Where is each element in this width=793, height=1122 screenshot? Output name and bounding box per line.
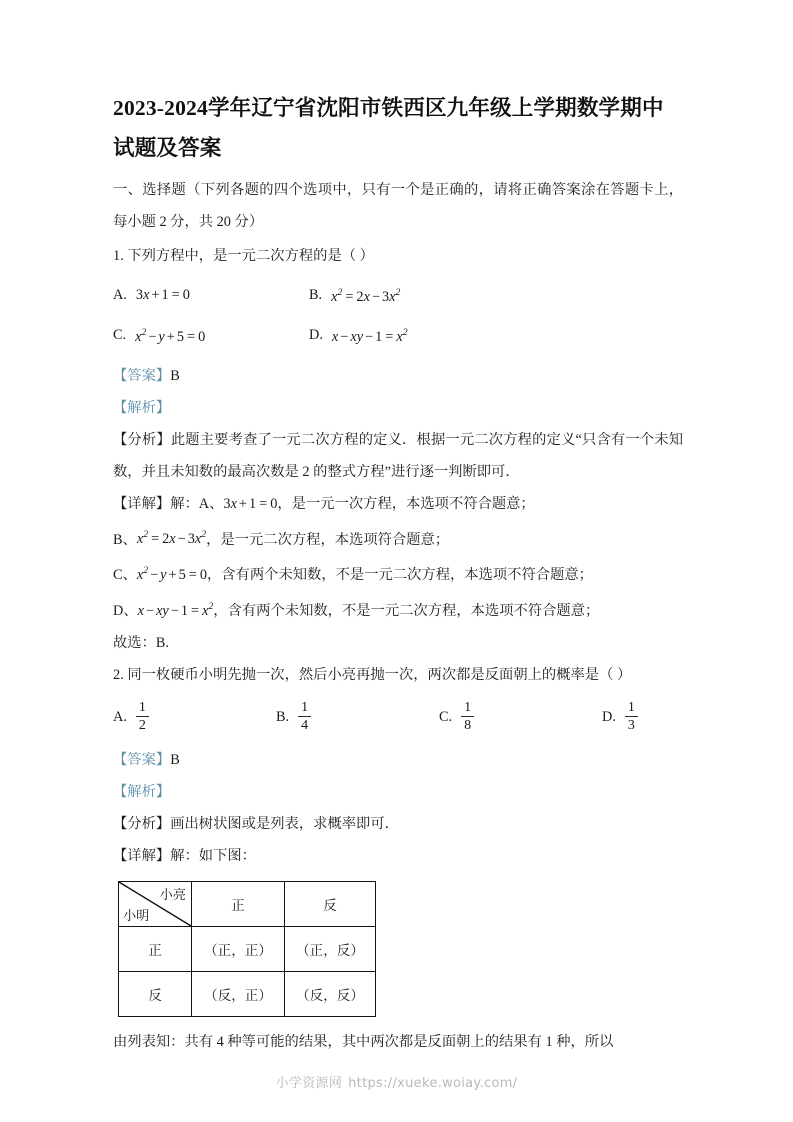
fraction-numerator: 1 (136, 700, 149, 717)
detail-text-b: ，是一元二次方程，本选项符合题意； (206, 531, 450, 548)
question-2-analysis (113, 808, 683, 840)
question-1-detail-line-d (113, 591, 683, 627)
table-cell-r1c2: （正，反） (285, 927, 376, 972)
option-d-tag: D. (309, 326, 323, 343)
question-2-text: 同一枚硬币小明先抛一次，然后小亮再抛一次，两次都是反面朝上的概率是（ ） (127, 666, 632, 683)
fraction-denominator: 3 (627, 717, 635, 733)
analysis-header-label: 【解析】 (113, 399, 171, 416)
option-d[interactable] (602, 701, 638, 734)
detail-text-d: ，含有两个未知数，不是一元二次方程，本选项不符合题意； (213, 602, 600, 619)
table-corner-cell (119, 882, 192, 927)
question-1-analysis (113, 424, 683, 488)
option-a[interactable] (113, 701, 276, 734)
detail-expression-b: $x^2 = 2x - 3x^2$ (136, 529, 207, 548)
answer-label: 【答案】 (113, 367, 171, 384)
option-b-tag: B. (276, 709, 290, 726)
analysis-label: 【分析】 (113, 816, 171, 833)
table-row-header-1: 正 (119, 927, 192, 972)
question-1-analysis-text: 此题主要考查了一元二次方程的定义．根据一元二次方程的定义“只含有一个未知数，并且未知数的最高次数是 2 的整式方程”进行逐一判断即可． (113, 431, 683, 480)
option-d-tag: D. (602, 709, 616, 726)
fraction-denominator: 8 (464, 717, 472, 733)
option-a-fraction (136, 700, 149, 733)
table-cell-r1c1: （正，正） (192, 927, 285, 972)
fraction-numerator: 1 (625, 700, 638, 717)
detail-lead: 解：A、 (170, 495, 224, 512)
question-1-answer-value: B (170, 367, 180, 384)
option-b[interactable] (309, 278, 569, 312)
option-b[interactable] (276, 701, 439, 734)
table-cell-r2c1: （反，正） (192, 972, 285, 1017)
table-row-header-2: 反 (119, 972, 192, 1017)
table-row (119, 972, 376, 1017)
detail-text-a: ，是一元一次方程，本选项不符合题意； (277, 495, 535, 512)
question-2-detail-lead (113, 840, 683, 872)
option-c-expression: $x^2 - y + 5 = 0$ (135, 326, 206, 345)
question-1-analysis-header (113, 392, 683, 424)
question-1-detail-line-a (113, 488, 683, 520)
option-a-expression: 3x + 1 = 0 (135, 286, 190, 303)
question-2-answer-value: B (170, 752, 180, 769)
option-d-expression: x − xy − $1 = x^2$ (331, 326, 408, 345)
fraction-numerator: 1 (298, 700, 311, 717)
fraction-denominator: 4 (301, 717, 309, 733)
fraction-numerator: 1 (461, 700, 474, 717)
option-d-fraction (625, 700, 638, 733)
question-2-analysis-header (113, 776, 683, 808)
option-a-tag: A. (113, 709, 127, 726)
detail-expression-d: x − xy − $1 = x^2$ (137, 601, 214, 619)
document-content (113, 88, 683, 1058)
option-c-tag: C. (113, 326, 127, 343)
watermark (0, 1072, 793, 1091)
probability-table-wrapper (118, 881, 683, 1017)
watermark-site: 小学资源网 (275, 1076, 343, 1091)
table-col-header-1: 正 (192, 882, 285, 927)
detail-expression-a: 3x + 1 = 0 (223, 495, 278, 512)
option-b-expression: $x^2 = 2x - 3x^2$ (331, 287, 401, 305)
probability-table (118, 881, 376, 1017)
question-2-number: 2. (113, 666, 124, 683)
question-1-answer-line (113, 360, 683, 392)
question-2-answer-line (113, 744, 683, 776)
analysis-label: 【分析】 (113, 431, 171, 448)
detail-expression-c: $x^2 - y + 5 = 0$ (136, 565, 207, 584)
corner-top-right-label: 小亮 (159, 887, 186, 903)
detail-prefix-b: B、 (113, 531, 137, 548)
question-1-text: 下列方程中，是一元二次方程的是（ ） (127, 248, 374, 264)
question-1-options-row-1 (113, 278, 683, 312)
question-1-stem (113, 240, 683, 272)
option-b-tag: B. (309, 286, 323, 303)
question-2-detail-lead-text: 解：如下图： (170, 848, 256, 865)
watermark-url: https://xueke.woiay.com/ (348, 1076, 518, 1091)
table-row (119, 882, 376, 927)
option-c-fraction (461, 700, 474, 733)
answer-label: 【答案】 (113, 752, 171, 769)
option-c-tag: C. (439, 709, 453, 726)
analysis-header-label: 【解析】 (113, 784, 171, 801)
detail-prefix-c: C、 (113, 567, 137, 584)
question-2-analysis-text: 画出树状图或是列表，求概率即可． (170, 816, 399, 833)
table-cell-r2c2: （反，反） (285, 972, 376, 1017)
question-1-options-row-2 (113, 318, 683, 352)
option-c[interactable] (439, 701, 602, 734)
option-c[interactable] (113, 318, 309, 352)
question-1-conclusion: 故选：B. (113, 634, 170, 651)
section-intro: 一、选择题（下列各题的四个选项中，只有一个是正确的，请将正确答案涂在答题卡上，每小题 2 分，共 20 分） (113, 182, 683, 230)
question-1-detail-line-b (113, 520, 683, 556)
question-2-closing: 由列表知：共有 4 种等可能的结果，其中两次都是反面朝上的结果有 1 种，所以 (113, 1034, 614, 1051)
detail-text-c: ，含有两个未知数，不是一元二次方程，本选项不符合题意； (206, 567, 593, 584)
option-a-tag: A. (113, 286, 127, 303)
fraction-denominator: 2 (138, 717, 146, 733)
detail-prefix-d: D、 (113, 602, 138, 619)
table-row (119, 927, 376, 972)
question-2-options-row (113, 701, 683, 734)
option-d[interactable] (309, 318, 569, 352)
detail-label: 【详解】 (113, 848, 171, 865)
question-1-detail-line-c (113, 555, 683, 591)
detail-label: 【详解】 (113, 495, 171, 512)
corner-bottom-left-label: 小明 (123, 908, 150, 924)
option-a[interactable] (113, 278, 309, 312)
question-2-stem (113, 659, 683, 691)
page-title: 2023-2024学年辽宁省沈阳市铁西区九年级上学期数学期中试题及答案 (113, 96, 664, 160)
table-col-header-2: 反 (285, 882, 376, 927)
question-1-number: 1. (113, 248, 124, 264)
option-b-fraction (298, 700, 311, 733)
